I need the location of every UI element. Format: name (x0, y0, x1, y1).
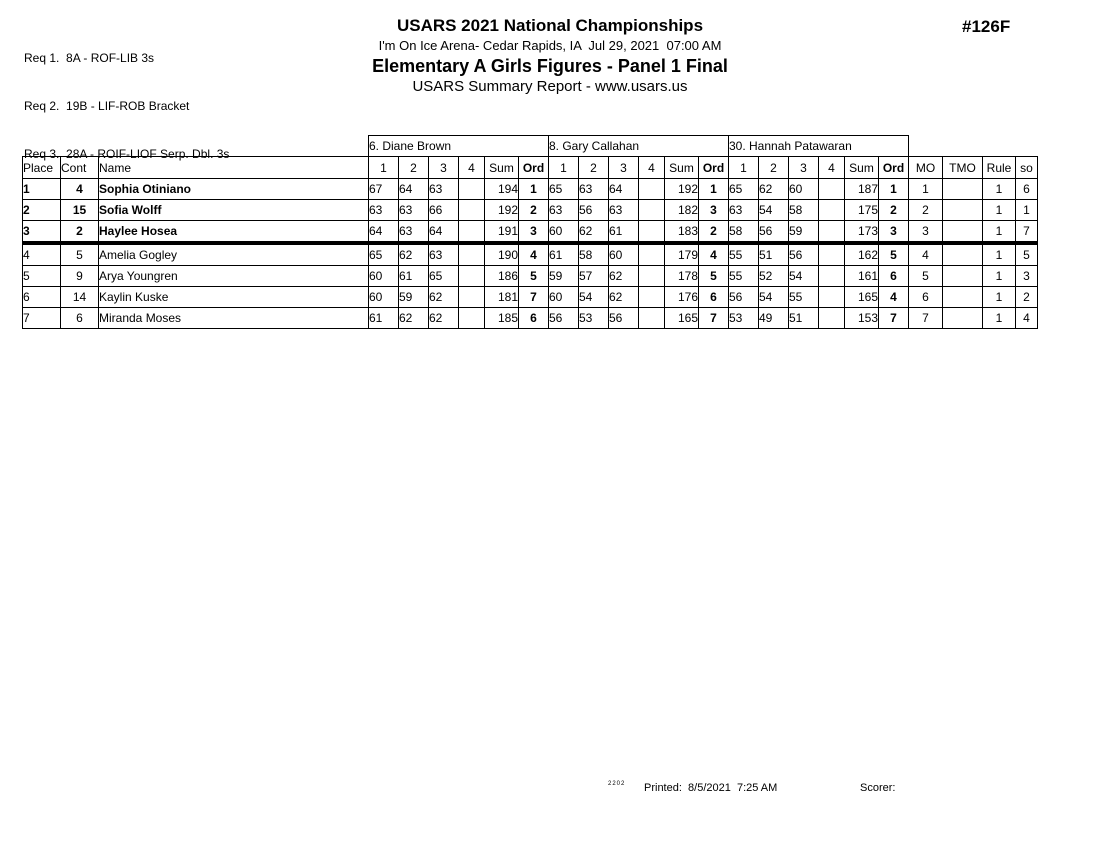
score-cell: 62 (609, 287, 639, 308)
score-cell (459, 266, 485, 287)
score-cell: 59 (549, 266, 579, 287)
score-cell: 60 (549, 287, 579, 308)
rule-cell: 1 (983, 243, 1016, 266)
score-cell: 63 (609, 200, 639, 221)
mo-cell: 4 (909, 243, 943, 266)
mo-cell: 5 (909, 266, 943, 287)
column-header-cell: 2 (399, 157, 429, 179)
column-header-cell: 1 (369, 157, 399, 179)
result-row (23, 179, 1038, 200)
results-table (22, 135, 1038, 329)
sum-cell: 176 (665, 287, 699, 308)
ordinal-cell: 6 (879, 266, 909, 287)
score-cell: 63 (369, 200, 399, 221)
score-cell: 52 (759, 266, 789, 287)
mo-cell: 6 (909, 287, 943, 308)
ordinal-cell: 4 (879, 287, 909, 308)
score-cell: 56 (789, 243, 819, 266)
ordinal-cell: 2 (699, 221, 729, 244)
score-cell: 58 (579, 243, 609, 266)
tmo-cell (943, 200, 983, 221)
score-cell: 66 (429, 200, 459, 221)
tmo-cell (943, 266, 983, 287)
sum-cell: 179 (665, 243, 699, 266)
skater-name-cell: Haylee Hosea (99, 221, 369, 244)
place-cell: 5 (23, 266, 61, 287)
column-header-cell: 3 (609, 157, 639, 179)
ordinal-cell: 6 (519, 308, 549, 329)
score-cell: 63 (549, 200, 579, 221)
sum-cell: 178 (665, 266, 699, 287)
place-cell: 4 (23, 243, 61, 266)
score-cell: 57 (579, 266, 609, 287)
sum-cell: 182 (665, 200, 699, 221)
score-cell: 54 (579, 287, 609, 308)
score-cell: 61 (609, 221, 639, 244)
score-cell (639, 287, 665, 308)
score-cell: 64 (369, 221, 399, 244)
ordinal-cell: 4 (699, 243, 729, 266)
contestant-number-cell: 2 (61, 221, 99, 244)
column-header-cell: 3 (429, 157, 459, 179)
mo-cell: 3 (909, 221, 943, 244)
column-header-cell: 4 (639, 157, 665, 179)
mo-cell: 2 (909, 200, 943, 221)
sum-cell: 175 (845, 200, 879, 221)
venue-date-line: I'm On Ice Arena- Cedar Rapids, IA Jul 29, 2021 07:00 AM (378, 38, 722, 53)
rule-cell: 1 (983, 179, 1016, 200)
tmo-cell (943, 308, 983, 329)
score-cell (639, 221, 665, 244)
score-cell (639, 179, 665, 200)
contestant-number-cell: 4 (61, 179, 99, 200)
score-cell: 56 (609, 308, 639, 329)
so-cell: 4 (1016, 308, 1038, 329)
score-cell (819, 243, 845, 266)
column-header-cell: Name (99, 157, 369, 179)
column-header-cell: 1 (549, 157, 579, 179)
score-cell: 62 (579, 221, 609, 244)
score-cell (459, 243, 485, 266)
score-cell: 61 (369, 308, 399, 329)
scorer-label: Scorer: (860, 782, 896, 794)
judge-name-cell: 8. Gary Callahan (549, 136, 729, 157)
so-cell: 2 (1016, 287, 1038, 308)
score-cell: 56 (729, 287, 759, 308)
score-cell: 55 (729, 243, 759, 266)
score-cell (819, 266, 845, 287)
rule-cell: 1 (983, 308, 1016, 329)
rule-cell: 1 (983, 221, 1016, 244)
column-header-cell: 3 (789, 157, 819, 179)
tmo-cell (943, 287, 983, 308)
rule-cell: 1 (983, 287, 1016, 308)
score-cell: 60 (549, 221, 579, 244)
sum-cell: 186 (485, 266, 519, 287)
sum-cell: 192 (665, 179, 699, 200)
so-cell: 7 (1016, 221, 1038, 244)
contestant-number-cell: 15 (61, 200, 99, 221)
rule-cell: 1 (983, 266, 1016, 287)
score-cell: 65 (369, 243, 399, 266)
ordinal-cell: 1 (699, 179, 729, 200)
column-header-cell: 1 (729, 157, 759, 179)
score-cell: 54 (789, 266, 819, 287)
score-cell: 53 (729, 308, 759, 329)
so-cell: 5 (1016, 243, 1038, 266)
score-cell: 59 (399, 287, 429, 308)
score-cell (819, 179, 845, 200)
report-header (0, 16, 1100, 97)
score-cell: 63 (729, 200, 759, 221)
sum-cell: 165 (845, 287, 879, 308)
score-cell: 56 (579, 200, 609, 221)
sum-cell: 161 (845, 266, 879, 287)
result-row (23, 221, 1038, 244)
printed-timestamp: Printed: 8/5/2021 7:25 AM (644, 782, 778, 794)
requirement-line: Req 3. 28A - ROIF-LIOF Serp. Dbl. 3s (24, 147, 230, 161)
score-cell (819, 200, 845, 221)
score-cell: 64 (609, 179, 639, 200)
score-cell: 53 (579, 308, 609, 329)
column-header-cell: Ord (879, 157, 909, 179)
sum-cell: 165 (665, 308, 699, 329)
sum-cell: 183 (665, 221, 699, 244)
score-cell (459, 179, 485, 200)
spacer-cell (23, 136, 369, 157)
score-cell (459, 308, 485, 329)
column-header-cell: 4 (459, 157, 485, 179)
column-header-row (23, 157, 1038, 179)
sum-cell: 194 (485, 179, 519, 200)
score-cell: 49 (759, 308, 789, 329)
column-header-cell: Sum (665, 157, 699, 179)
score-cell: 63 (429, 243, 459, 266)
contestant-number-cell: 9 (61, 266, 99, 287)
score-cell: 56 (549, 308, 579, 329)
tmo-cell (943, 243, 983, 266)
score-cell: 62 (429, 308, 459, 329)
requirement-line: Req 1. 8A - ROF-LIB 3s (24, 51, 155, 65)
score-cell (819, 221, 845, 244)
column-header-cell: Rule (983, 157, 1016, 179)
ordinal-cell: 6 (699, 287, 729, 308)
score-cell: 60 (369, 266, 399, 287)
sum-cell: 187 (845, 179, 879, 200)
score-cell: 65 (729, 179, 759, 200)
score-cell (639, 200, 665, 221)
score-cell: 58 (789, 200, 819, 221)
sum-cell: 191 (485, 221, 519, 244)
place-cell: 2 (23, 200, 61, 221)
so-cell: 1 (1016, 200, 1038, 221)
score-cell: 58 (729, 221, 759, 244)
score-cell: 62 (399, 243, 429, 266)
column-header-cell: Ord (519, 157, 549, 179)
skater-name-cell: Arya Youngren (99, 266, 369, 287)
result-row (23, 308, 1038, 329)
ordinal-cell: 5 (879, 243, 909, 266)
mo-cell: 7 (909, 308, 943, 329)
result-row (23, 243, 1038, 266)
skater-name-cell: Sophia Otiniano (99, 179, 369, 200)
score-cell (819, 308, 845, 329)
place-cell: 1 (23, 179, 61, 200)
place-cell: 7 (23, 308, 61, 329)
result-row (23, 200, 1038, 221)
score-cell: 54 (759, 287, 789, 308)
score-cell: 64 (399, 179, 429, 200)
ordinal-cell: 2 (879, 200, 909, 221)
column-header-cell: MO (909, 157, 943, 179)
rule-cell: 1 (983, 200, 1016, 221)
score-cell: 55 (789, 287, 819, 308)
tmo-cell (943, 179, 983, 200)
column-header-cell: Sum (845, 157, 879, 179)
requirement-line: Req 2. 19B - LIF-ROB Bracket (24, 99, 190, 113)
score-cell: 61 (399, 266, 429, 287)
column-header-cell: Sum (485, 157, 519, 179)
sum-cell: 173 (845, 221, 879, 244)
ordinal-cell: 3 (519, 221, 549, 244)
score-cell: 65 (429, 266, 459, 287)
column-header-cell: 4 (819, 157, 845, 179)
score-cell: 60 (369, 287, 399, 308)
skater-name-cell: Miranda Moses (99, 308, 369, 329)
score-cell (459, 221, 485, 244)
column-header-cell: Place (23, 157, 61, 179)
score-cell: 65 (549, 179, 579, 200)
score-cell: 56 (759, 221, 789, 244)
sum-cell: 192 (485, 200, 519, 221)
score-cell: 63 (399, 200, 429, 221)
event-number: #126F (962, 17, 1011, 36)
ordinal-cell: 4 (519, 243, 549, 266)
ordinal-cell: 2 (519, 200, 549, 221)
column-header-cell: 2 (759, 157, 789, 179)
ordinal-cell: 5 (699, 266, 729, 287)
contestant-number-cell: 6 (61, 308, 99, 329)
score-cell: 63 (579, 179, 609, 200)
score-cell (459, 200, 485, 221)
ordinal-cell: 7 (699, 308, 729, 329)
skater-name-cell: Amelia Gogley (99, 243, 369, 266)
result-row (23, 266, 1038, 287)
place-cell: 6 (23, 287, 61, 308)
skater-name-cell: Kaylin Kuske (99, 287, 369, 308)
ordinal-cell: 3 (879, 221, 909, 244)
championship-title: USARS 2021 National Championships (396, 16, 704, 35)
score-cell: 63 (399, 221, 429, 244)
score-cell (459, 287, 485, 308)
score-cell: 51 (759, 243, 789, 266)
ordinal-cell: 5 (519, 266, 549, 287)
sum-cell: 181 (485, 287, 519, 308)
column-header-cell: Ord (699, 157, 729, 179)
result-row (23, 287, 1038, 308)
score-cell: 62 (759, 179, 789, 200)
skater-name-cell: Sofia Wolff (99, 200, 369, 221)
score-cell: 61 (549, 243, 579, 266)
place-cell: 3 (23, 221, 61, 244)
column-header-cell: so (1016, 157, 1038, 179)
event-title: Elementary A Girls Figures - Panel 1 Final (372, 56, 728, 76)
judge-header-row (23, 136, 1038, 157)
score-cell: 54 (759, 200, 789, 221)
spacer-cell (909, 136, 1038, 157)
score-cell: 60 (789, 179, 819, 200)
contestant-number-cell: 5 (61, 243, 99, 266)
score-cell: 63 (429, 179, 459, 200)
score-cell (639, 308, 665, 329)
ordinal-cell: 1 (879, 179, 909, 200)
ordinal-cell: 3 (699, 200, 729, 221)
contestant-number-cell: 14 (61, 287, 99, 308)
sum-cell: 185 (485, 308, 519, 329)
score-cell: 55 (729, 266, 759, 287)
score-cell: 62 (609, 266, 639, 287)
mo-cell: 1 (909, 179, 943, 200)
score-cell (639, 243, 665, 266)
score-cell: 67 (369, 179, 399, 200)
report-type-line: USARS Summary Report - www.usars.us (412, 78, 688, 95)
score-cell: 62 (399, 308, 429, 329)
tmo-cell (943, 221, 983, 244)
score-cell: 62 (429, 287, 459, 308)
so-cell: 3 (1016, 266, 1038, 287)
sum-cell: 190 (485, 243, 519, 266)
score-cell: 59 (789, 221, 819, 244)
judge-name-cell: 6. Diane Brown (369, 136, 549, 157)
ordinal-cell: 7 (519, 287, 549, 308)
column-header-cell: TMO (943, 157, 983, 179)
column-header-cell: 2 (579, 157, 609, 179)
score-cell (639, 266, 665, 287)
score-cell: 60 (609, 243, 639, 266)
ordinal-cell: 1 (519, 179, 549, 200)
so-cell: 6 (1016, 179, 1038, 200)
score-cell: 64 (429, 221, 459, 244)
score-cell (819, 287, 845, 308)
sum-cell: 162 (845, 243, 879, 266)
column-header-cell: Cont (61, 157, 99, 179)
sum-cell: 153 (845, 308, 879, 329)
judge-name-cell: 30. Hannah Patawaran (729, 136, 909, 157)
score-cell: 51 (789, 308, 819, 329)
ordinal-cell: 7 (879, 308, 909, 329)
footer-version-mark: 2202 (608, 781, 626, 787)
